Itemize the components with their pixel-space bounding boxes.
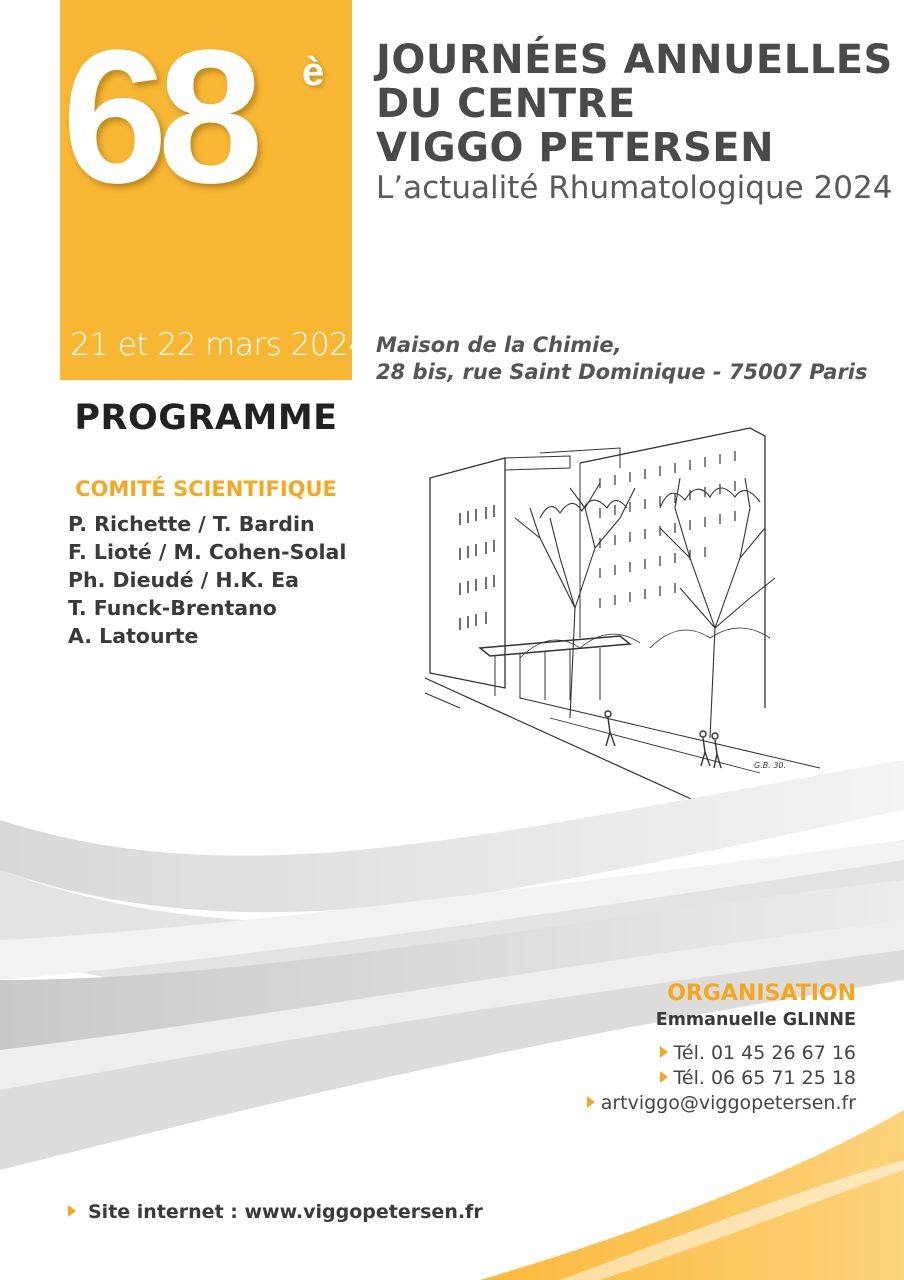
committee-member: Ph. Dieudé / H.K. Ea [68,568,300,592]
website-link[interactable] [68,1201,483,1223]
committee-member: A. Latourte [68,624,199,648]
committee-member: P. Richette / T. Bardin [68,512,315,536]
title-line-2: DU CENTRE [376,81,636,127]
edition-suffix: è [302,50,325,94]
organisation-heading: ORGANISATION [667,981,856,1006]
subtitle: L’actualité Rhumatologique 2024 [376,170,893,206]
venue-name: Maison de la Chimie, [376,333,622,357]
contact-email-text: artviggo@viggopetersen.fr [600,1092,856,1114]
contact-phone-1-text: Tél. 01 45 26 67 16 [673,1042,856,1064]
committee-member: F. Lioté / M. Cohen-Solal [68,540,347,564]
title-line-3: VIGGO PETERSEN [376,125,775,171]
committee-list [68,511,346,651]
arrow-right-icon [660,1046,668,1058]
committee-member: T. Funck-Brentano [68,596,277,620]
programme-heading: PROGRAMME [74,398,338,438]
event-dates: 21 et 22 mars 2024 [70,327,368,363]
website-text: Site internet : www.viggopetersen.fr [88,1201,483,1223]
title-line-1: JOURNÉES ANNUELLES [376,37,893,83]
organiser-name: Emmanuelle GLINNE [655,1010,856,1030]
committee-heading: COMITÉ SCIENTIFIQUE [75,477,337,501]
building-sketch-illustration [420,408,820,808]
contact-phone-2[interactable] [660,1067,856,1089]
contact-phone-1[interactable] [660,1042,856,1064]
edition-number: 68 [62,11,254,223]
arrow-right-icon [660,1071,668,1083]
arrow-right-icon [587,1096,595,1108]
arrow-right-icon [68,1205,76,1217]
contact-phone-2-text: Tél. 06 65 71 25 18 [673,1067,856,1089]
venue-address: 28 bis, rue Saint Dominique - 75007 Paris [376,360,868,384]
contact-email[interactable] [587,1092,856,1114]
sketch-signature: G.B. 30. [754,761,787,770]
